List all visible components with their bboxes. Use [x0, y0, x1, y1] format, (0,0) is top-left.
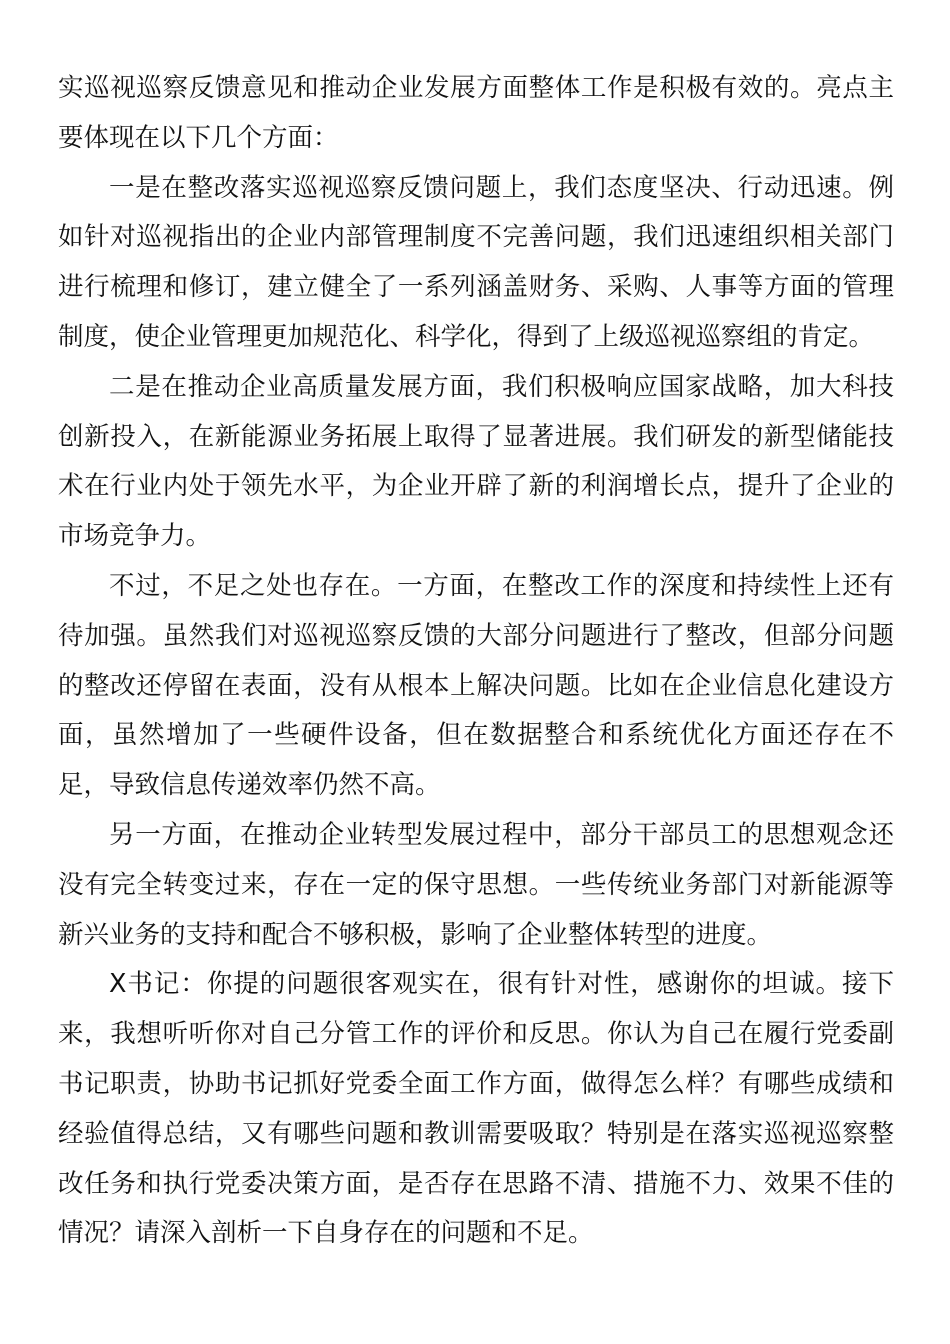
paragraph-point-two: 二是在推动企业高质量发展方面，我们积极响应国家战略，加大科技创新投入，在新能源业务拓展上取得了显著进展。我们研发的新型储能技术在行业内处于领先水平，为企业开辟了新的利润增长点，提升了企业的市场竞争力。	[58, 371, 894, 552]
paragraph-other-aspect: 另一方面，在推动企业转型发展过程中，部分干部员工的思想观念还没有完全转变过来，存在一定的保守思想。一些传统业务部门对新能源等新兴业务的支持和配合不够积极，影响了企业整体转型的进度。	[58, 819, 894, 950]
paragraph-secretary-question: X书记：你提的问题很客观实在，很有针对性，感谢你的坦诚。接下来，我想听听你对自己分管工作的评价和反思。你认为自己在履行党委副书记职责，协助书记抓好党委全面工作方面，做得怎么样？有哪些成绩和经验值得总结，又有哪些问题和教训需要吸取？特别是在落实巡视巡察整改任务和执行党委决策方面，是否存在思路不清、措施不力、效果不佳的情况？请深入剖析一下自身存在的问题和不足。	[58, 969, 894, 1249]
document-body	[58, 64, 894, 1259]
paragraph-point-one: 一是在整改落实巡视巡察反馈问题上，我们态度坚决、行动迅速。例如针对巡视指出的企业内部管理制度不完善问题，我们迅速组织相关部门进行梳理和修订，建立健全了一系列涵盖财务、采购、人事等方面的管理制度，使企业管理更加规范化、科学化，得到了上级巡视巡察组的肯定。	[58, 172, 894, 352]
paragraph-continuation: 实巡视巡察反馈意见和推动企业发展方面整体工作是积极有效的。亮点主要体现在以下几个方面：	[58, 73, 894, 153]
paragraph-shortcomings: 不过，不足之处也存在。一方面，在整改工作的深度和持续性上还有待加强。虽然我们对巡视巡察反馈的大部分问题进行了整改，但部分问题的整改还停留在表面，没有从根本上解决问题。比如在企业信息化建设方面，虽然增加了一些硬件设备，但在数据整合和系统优化方面还存在不足，导致信息传递效率仍然不高。	[58, 570, 894, 801]
